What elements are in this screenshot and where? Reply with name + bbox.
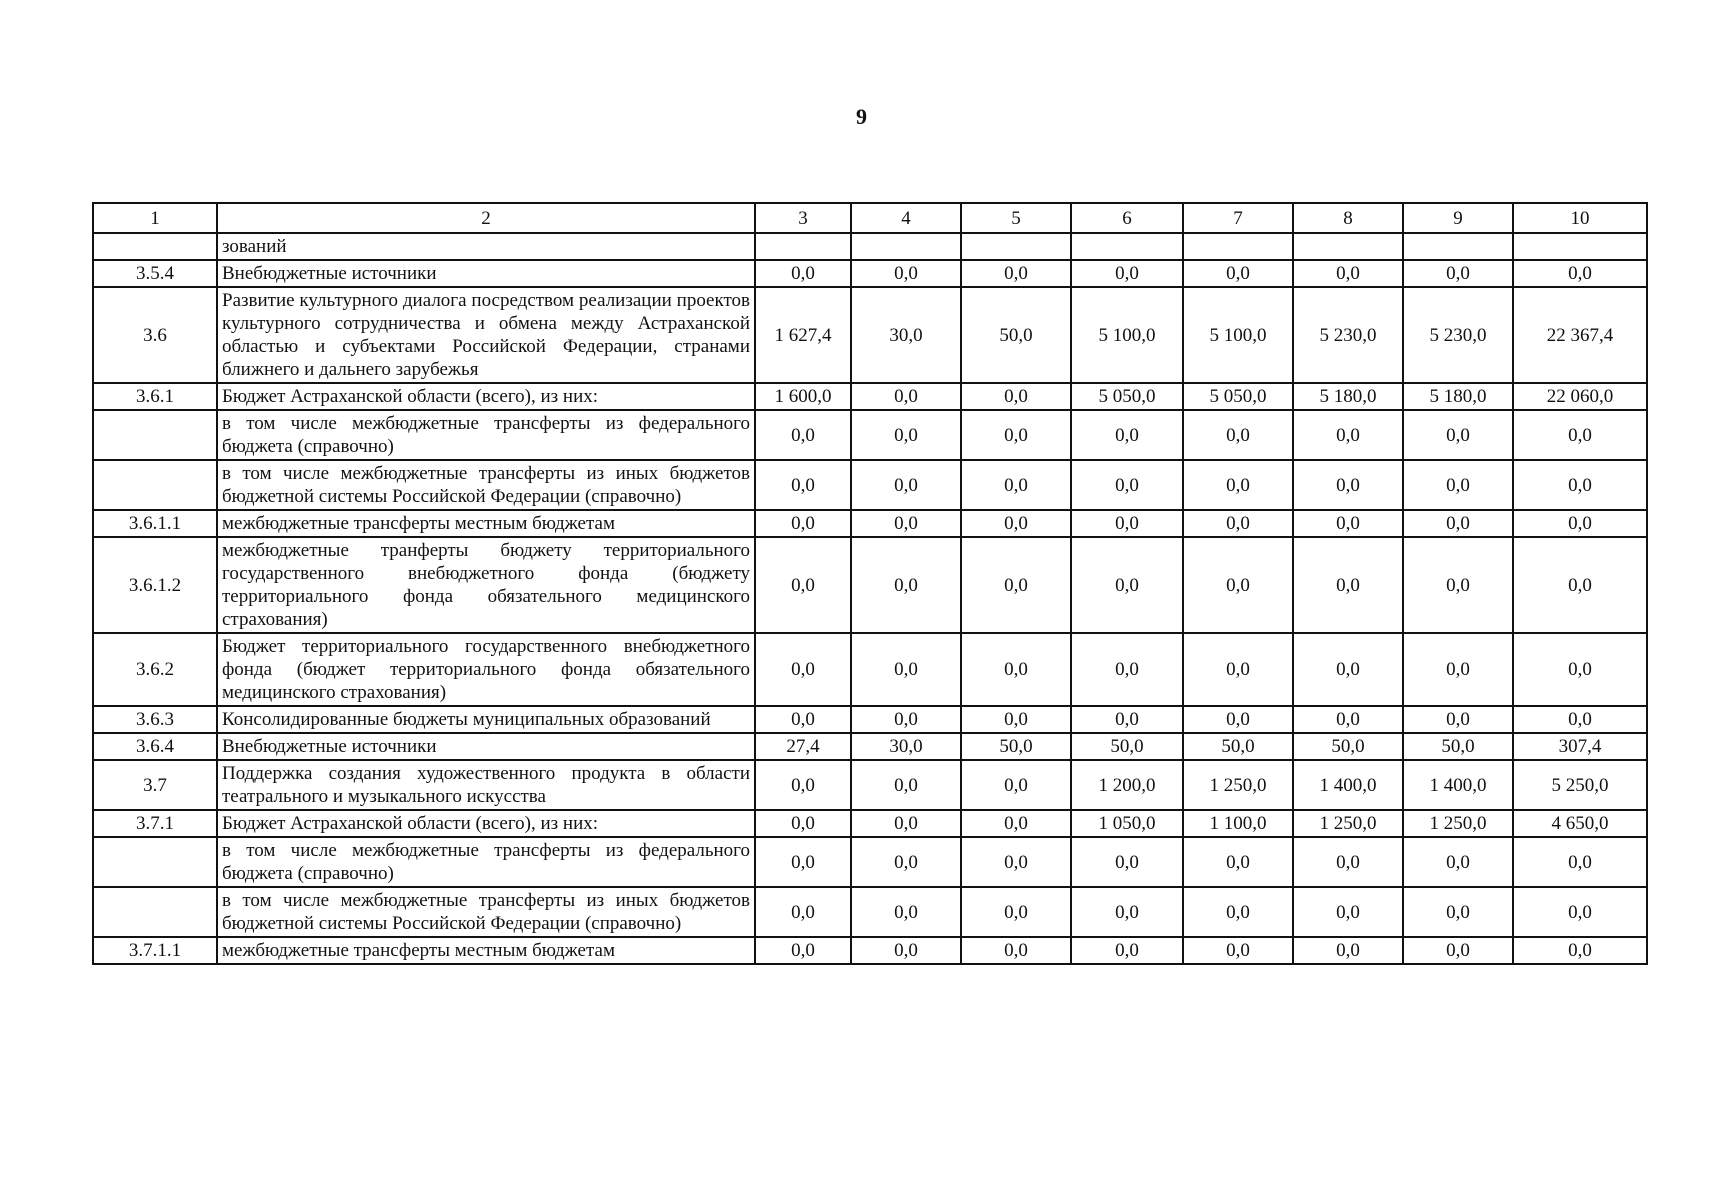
row-description: Консолидированные бюджеты муниципальных образований	[217, 706, 755, 733]
row-value-col-3: 0,0	[755, 633, 851, 706]
row-value-col-7	[1183, 233, 1293, 260]
row-value-col-7: 5 100,0	[1183, 287, 1293, 383]
row-code	[93, 837, 217, 887]
row-description: межбюджетные трансферты местным бюджетам	[217, 937, 755, 964]
row-value-col-5: 0,0	[961, 937, 1071, 964]
row-value-col-9: 5 230,0	[1403, 287, 1513, 383]
row-value-col-8: 0,0	[1293, 937, 1403, 964]
row-value-col-8: 0,0	[1293, 510, 1403, 537]
row-value-col-9: 50,0	[1403, 733, 1513, 760]
table-row	[93, 537, 1647, 633]
row-value-col-4: 0,0	[851, 837, 961, 887]
row-value-col-10: 0,0	[1513, 410, 1647, 460]
row-code: 3.6	[93, 287, 217, 383]
column-header: 1	[93, 203, 217, 233]
row-value-col-6	[1071, 233, 1183, 260]
row-value-col-8: 0,0	[1293, 410, 1403, 460]
row-value-col-5: 0,0	[961, 887, 1071, 937]
row-code: 3.6.1.1	[93, 510, 217, 537]
column-header: 9	[1403, 203, 1513, 233]
row-value-col-6: 0,0	[1071, 633, 1183, 706]
row-value-col-8: 0,0	[1293, 633, 1403, 706]
row-value-col-4: 0,0	[851, 460, 961, 510]
table-row	[93, 633, 1647, 706]
row-value-col-6: 0,0	[1071, 537, 1183, 633]
row-value-col-4: 0,0	[851, 810, 961, 837]
row-value-col-4: 30,0	[851, 287, 961, 383]
row-value-col-9: 0,0	[1403, 937, 1513, 964]
page-number: 9	[856, 104, 867, 129]
row-value-col-3: 1 627,4	[755, 287, 851, 383]
row-value-col-3: 0,0	[755, 937, 851, 964]
row-value-col-4: 0,0	[851, 937, 961, 964]
row-value-col-4: 0,0	[851, 260, 961, 287]
row-value-col-6: 0,0	[1071, 410, 1183, 460]
row-value-col-4: 0,0	[851, 706, 961, 733]
row-value-col-10: 0,0	[1513, 837, 1647, 887]
row-value-col-6: 0,0	[1071, 937, 1183, 964]
row-value-col-7: 0,0	[1183, 706, 1293, 733]
row-description: Внебюджетные источники	[217, 260, 755, 287]
row-value-col-4: 0,0	[851, 760, 961, 810]
row-code	[93, 460, 217, 510]
budget-table	[92, 202, 1648, 965]
row-value-col-9: 0,0	[1403, 706, 1513, 733]
table-row	[93, 733, 1647, 760]
row-code	[93, 887, 217, 937]
row-value-col-7: 1 100,0	[1183, 810, 1293, 837]
row-value-col-7: 0,0	[1183, 887, 1293, 937]
row-value-col-3: 0,0	[755, 887, 851, 937]
column-header: 7	[1183, 203, 1293, 233]
row-value-col-3: 27,4	[755, 733, 851, 760]
row-value-col-4	[851, 233, 961, 260]
row-value-col-3: 0,0	[755, 537, 851, 633]
row-value-col-8	[1293, 233, 1403, 260]
row-code	[93, 410, 217, 460]
row-value-col-10: 5 250,0	[1513, 760, 1647, 810]
row-description: Бюджет территориального государственного внебюджетного фонда (бюджет территориального фонда обязательного медицинского страхования)	[217, 633, 755, 706]
row-code	[93, 233, 217, 260]
row-value-col-10	[1513, 233, 1647, 260]
column-header: 2	[217, 203, 755, 233]
row-value-col-9: 0,0	[1403, 410, 1513, 460]
table-row	[93, 887, 1647, 937]
row-value-col-6: 50,0	[1071, 733, 1183, 760]
row-value-col-4: 0,0	[851, 510, 961, 537]
row-value-col-10: 0,0	[1513, 706, 1647, 733]
row-value-col-10: 0,0	[1513, 537, 1647, 633]
row-value-col-5: 0,0	[961, 633, 1071, 706]
row-value-col-7: 0,0	[1183, 633, 1293, 706]
row-value-col-3: 0,0	[755, 510, 851, 537]
row-value-col-4: 0,0	[851, 537, 961, 633]
row-value-col-10: 307,4	[1513, 733, 1647, 760]
table-row	[93, 287, 1647, 383]
row-value-col-9: 0,0	[1403, 887, 1513, 937]
row-code: 3.6.1	[93, 383, 217, 410]
table-row	[93, 510, 1647, 537]
row-value-col-5: 50,0	[961, 287, 1071, 383]
row-value-col-4: 0,0	[851, 633, 961, 706]
row-value-col-8: 1 250,0	[1293, 810, 1403, 837]
row-value-col-3: 1 600,0	[755, 383, 851, 410]
table-row	[93, 837, 1647, 887]
row-value-col-5: 0,0	[961, 810, 1071, 837]
row-value-col-5	[961, 233, 1071, 260]
row-value-col-4: 0,0	[851, 383, 961, 410]
row-value-col-6: 5 050,0	[1071, 383, 1183, 410]
table-row	[93, 410, 1647, 460]
row-value-col-3: 0,0	[755, 410, 851, 460]
row-value-col-10: 22 060,0	[1513, 383, 1647, 410]
row-description: зований	[217, 233, 755, 260]
row-value-col-9: 0,0	[1403, 633, 1513, 706]
table-row	[93, 706, 1647, 733]
row-value-col-10: 0,0	[1513, 887, 1647, 937]
column-header: 10	[1513, 203, 1647, 233]
table-row	[93, 460, 1647, 510]
row-value-col-5: 0,0	[961, 410, 1071, 460]
row-code: 3.7	[93, 760, 217, 810]
row-value-col-10: 4 650,0	[1513, 810, 1647, 837]
row-value-col-10: 22 367,4	[1513, 287, 1647, 383]
row-value-col-7: 1 250,0	[1183, 760, 1293, 810]
row-value-col-9: 0,0	[1403, 837, 1513, 887]
table-row	[93, 383, 1647, 410]
row-description: Развитие культурного диалога посредством реализации проектов культурного сотрудничества и обмена между Астраханской областью и субъектами Российской Федерации, странами ближнего и дальнего зарубежья	[217, 287, 755, 383]
row-value-col-7: 0,0	[1183, 260, 1293, 287]
column-header: 4	[851, 203, 961, 233]
row-value-col-8: 0,0	[1293, 260, 1403, 287]
row-value-col-6: 1 200,0	[1071, 760, 1183, 810]
row-description: в том числе межбюджетные трансферты из иных бюджетов бюджетной системы Российской Федерации (справочно)	[217, 460, 755, 510]
row-value-col-4: 0,0	[851, 410, 961, 460]
row-code: 3.6.4	[93, 733, 217, 760]
row-value-col-5: 0,0	[961, 510, 1071, 537]
row-value-col-10: 0,0	[1513, 460, 1647, 510]
row-value-col-3: 0,0	[755, 260, 851, 287]
row-description: межбюджетные транферты бюджету территориального государственного внебюджетного фонда (бюджету территориального фонда обязательного медицинского страхования)	[217, 537, 755, 633]
row-value-col-6: 0,0	[1071, 460, 1183, 510]
row-value-col-3: 0,0	[755, 760, 851, 810]
row-code: 3.5.4	[93, 260, 217, 287]
row-value-col-7: 50,0	[1183, 733, 1293, 760]
row-value-col-6: 0,0	[1071, 260, 1183, 287]
row-description: Внебюджетные источники	[217, 733, 755, 760]
row-description: в том числе межбюджетные трансферты из федерального бюджета (справочно)	[217, 837, 755, 887]
row-value-col-9: 0,0	[1403, 460, 1513, 510]
row-value-col-8: 0,0	[1293, 887, 1403, 937]
row-value-col-9: 0,0	[1403, 510, 1513, 537]
row-value-col-8: 0,0	[1293, 706, 1403, 733]
row-code: 3.7.1.1	[93, 937, 217, 964]
row-value-col-10: 0,0	[1513, 260, 1647, 287]
row-value-col-5: 0,0	[961, 760, 1071, 810]
table-row	[93, 760, 1647, 810]
row-code: 3.6.2	[93, 633, 217, 706]
row-value-col-8: 50,0	[1293, 733, 1403, 760]
column-header: 6	[1071, 203, 1183, 233]
row-value-col-8: 0,0	[1293, 460, 1403, 510]
table-row	[93, 233, 1647, 260]
row-value-col-8: 0,0	[1293, 837, 1403, 887]
row-value-col-10: 0,0	[1513, 937, 1647, 964]
row-value-col-7: 0,0	[1183, 460, 1293, 510]
row-value-col-9: 1 250,0	[1403, 810, 1513, 837]
row-value-col-9: 1 400,0	[1403, 760, 1513, 810]
row-value-col-3: 0,0	[755, 810, 851, 837]
row-description: в том числе межбюджетные трансферты из федерального бюджета (справочно)	[217, 410, 755, 460]
row-value-col-6: 5 100,0	[1071, 287, 1183, 383]
row-value-col-10: 0,0	[1513, 510, 1647, 537]
row-value-col-5: 0,0	[961, 706, 1071, 733]
row-description: Бюджет Астраханской области (всего), из них:	[217, 810, 755, 837]
row-value-col-4: 30,0	[851, 733, 961, 760]
row-description: Бюджет Астраханской области (всего), из них:	[217, 383, 755, 410]
row-value-col-8: 5 230,0	[1293, 287, 1403, 383]
row-value-col-3: 0,0	[755, 837, 851, 887]
row-value-col-7: 0,0	[1183, 837, 1293, 887]
row-value-col-5: 0,0	[961, 460, 1071, 510]
row-value-col-9: 5 180,0	[1403, 383, 1513, 410]
row-value-col-7: 0,0	[1183, 537, 1293, 633]
row-value-col-3	[755, 233, 851, 260]
row-value-col-8: 1 400,0	[1293, 760, 1403, 810]
row-value-col-5: 0,0	[961, 537, 1071, 633]
row-value-col-3: 0,0	[755, 460, 851, 510]
row-value-col-6: 0,0	[1071, 706, 1183, 733]
column-header: 5	[961, 203, 1071, 233]
row-value-col-7: 0,0	[1183, 410, 1293, 460]
row-code: 3.7.1	[93, 810, 217, 837]
table-row	[93, 260, 1647, 287]
row-value-col-7: 0,0	[1183, 510, 1293, 537]
row-value-col-9	[1403, 233, 1513, 260]
table-body	[93, 233, 1647, 964]
row-value-col-5: 0,0	[961, 837, 1071, 887]
row-value-col-5: 0,0	[961, 383, 1071, 410]
row-value-col-6: 0,0	[1071, 837, 1183, 887]
row-description: межбюджетные трансферты местным бюджетам	[217, 510, 755, 537]
row-value-col-7: 5 050,0	[1183, 383, 1293, 410]
column-header: 8	[1293, 203, 1403, 233]
row-code: 3.6.3	[93, 706, 217, 733]
row-value-col-3: 0,0	[755, 706, 851, 733]
table-row	[93, 937, 1647, 964]
table-header-row	[93, 203, 1647, 233]
row-value-col-8: 5 180,0	[1293, 383, 1403, 410]
row-value-col-9: 0,0	[1403, 260, 1513, 287]
row-value-col-5: 50,0	[961, 733, 1071, 760]
column-header: 3	[755, 203, 851, 233]
row-value-col-6: 0,0	[1071, 510, 1183, 537]
row-value-col-6: 1 050,0	[1071, 810, 1183, 837]
row-description: Поддержка создания художественного продукта в области театрального и музыкального искусства	[217, 760, 755, 810]
row-value-col-9: 0,0	[1403, 537, 1513, 633]
table-row	[93, 810, 1647, 837]
row-value-col-4: 0,0	[851, 887, 961, 937]
row-value-col-8: 0,0	[1293, 537, 1403, 633]
row-value-col-5: 0,0	[961, 260, 1071, 287]
row-value-col-7: 0,0	[1183, 937, 1293, 964]
row-description: в том числе межбюджетные трансферты из иных бюджетов бюджетной системы Российской Федерации (справочно)	[217, 887, 755, 937]
row-value-col-10: 0,0	[1513, 633, 1647, 706]
row-value-col-6: 0,0	[1071, 887, 1183, 937]
row-code: 3.6.1.2	[93, 537, 217, 633]
